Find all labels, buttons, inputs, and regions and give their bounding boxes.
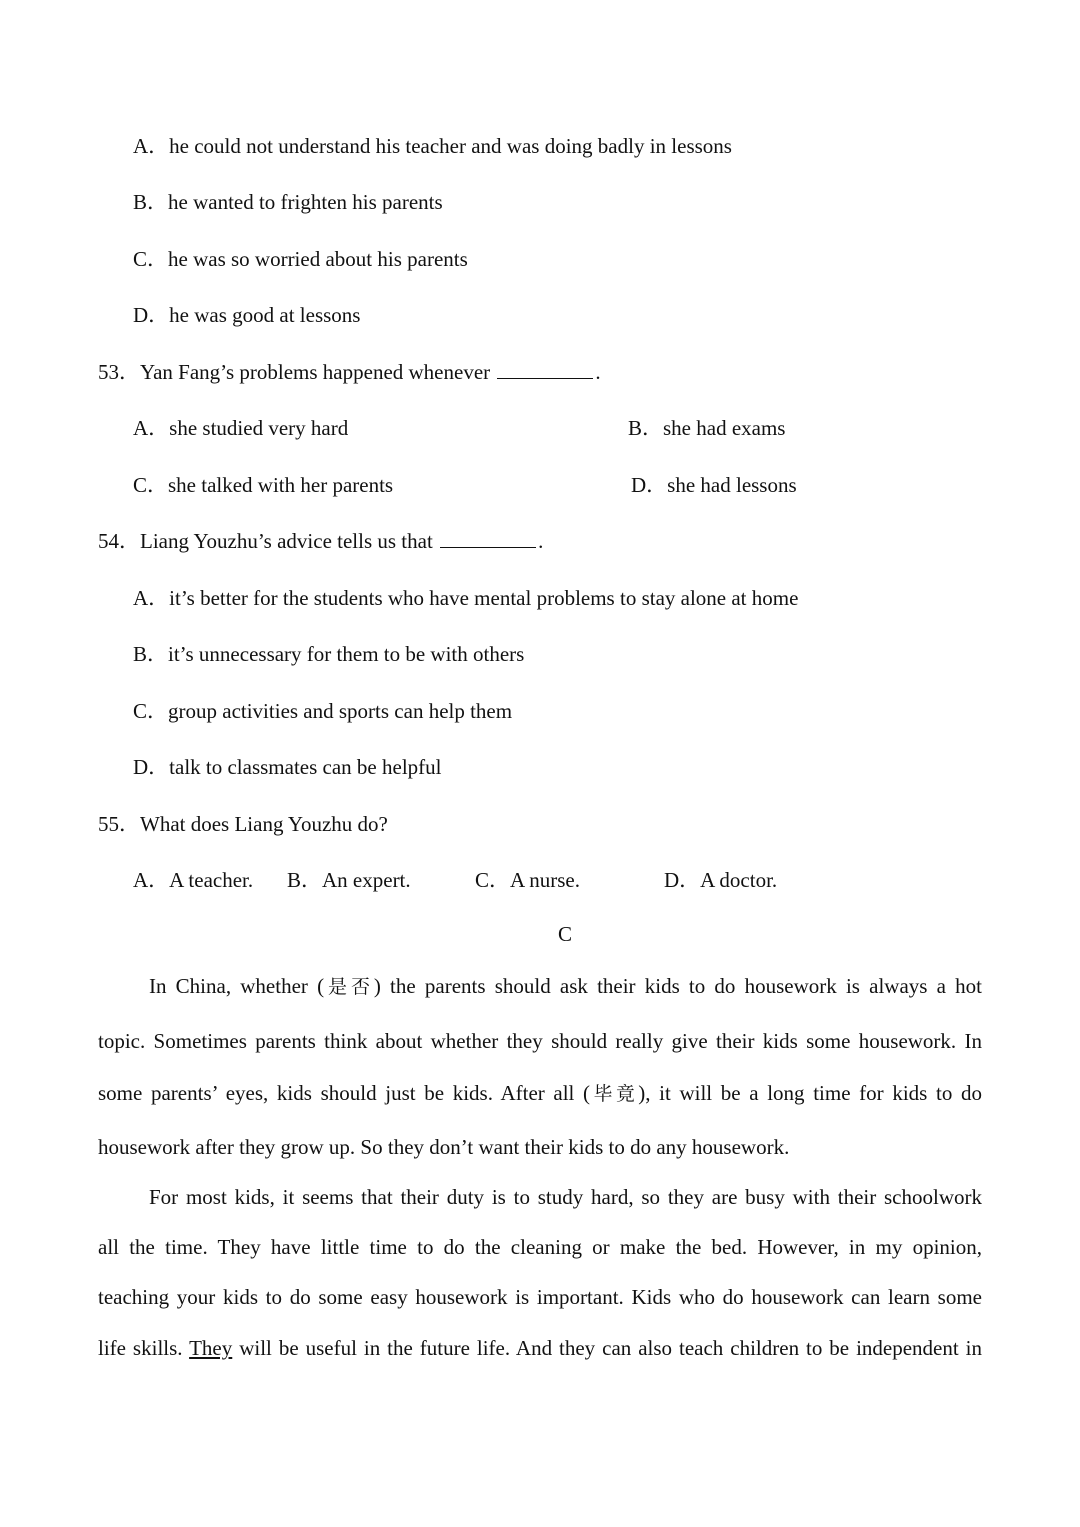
q53-answer-blank[interactable]: [497, 360, 593, 379]
passage-p1-line-2: topic. Sometimes parents think about whether they should really give their kids some housework. In: [98, 1029, 982, 1053]
chinese-gloss: 是否: [324, 976, 374, 998]
q55-option-b: B．An expert.: [287, 868, 411, 892]
q54-option-c: C．group activities and sports can help them: [133, 699, 513, 723]
q53-option-c: C．she talked with her parents: [133, 473, 394, 497]
text-segment: ), it will be a long time for kids to do: [638, 1081, 982, 1105]
q54-answer-blank[interactable]: [440, 529, 536, 548]
q55-option-d: D．A doctor.: [664, 868, 778, 892]
q54-option-b: B．it’s unnecessary for them to be with others: [133, 642, 525, 666]
text-segment: will be useful in the future life. And they can also teach children to be independent in: [232, 1336, 982, 1360]
q53-option-b: B．she had exams: [628, 416, 786, 440]
q54-suffix: .: [538, 529, 544, 553]
passage-p2-line-2: all the time. They have little time to do the cleaning or make the bed. However, in my opinion,: [98, 1235, 982, 1259]
q52-option-d: D．he was good at lessons: [133, 303, 361, 327]
passage-p2-line-1: For most kids, it seems that their duty is to study hard, so they are busy with their schoolwork: [149, 1185, 982, 1209]
text-segment: life skills.: [98, 1336, 190, 1360]
q54-prefix: 54．Liang Youzhu’s advice tells us that: [98, 529, 439, 553]
passage-p1-line-1: [149, 973, 982, 1000]
passage-p1-line-3: [98, 1080, 982, 1107]
q53-suffix: .: [595, 360, 601, 384]
text-segment: In China, whether (: [149, 974, 325, 998]
text-segment: some parents’ eyes, kids should just be kids. After all (: [98, 1081, 591, 1105]
passage-p1-line-4: housework after they grow up. So they don’t want their kids to do any housework.: [98, 1135, 790, 1159]
q54-option-a: A．it’s better for the students who have mental problems to stay alone at home: [133, 586, 799, 610]
q52-option-c: C．he was so worried about his parents: [133, 247, 468, 271]
q53-prefix: 53．Yan Fang’s problems happened whenever: [98, 360, 496, 384]
underlined-word: They: [189, 1336, 233, 1360]
passage-p2-line-3: teaching your kids to do some easy housework is important. Kids who do housework can learn some: [98, 1285, 982, 1309]
section-heading-c: C: [557, 922, 572, 946]
q52-option-b: B．he wanted to frighten his parents: [133, 190, 443, 214]
q53-question: [98, 359, 601, 385]
chinese-gloss: 毕竟: [590, 1083, 639, 1105]
q55-question: 55．What does Liang Youzhu do?: [98, 812, 388, 836]
q52-option-a: A．he could not understand his teacher and was doing badly in lessons: [133, 134, 732, 158]
passage-p2-line-4: [98, 1335, 982, 1361]
q55-option-c: C．A nurse.: [475, 868, 580, 892]
q53-option-a: A．she studied very hard: [133, 416, 349, 440]
q53-option-d: D．she had lessons: [631, 473, 797, 497]
q54-option-d: D．talk to classmates can be helpful: [133, 755, 442, 779]
text-segment: ) the parents should ask their kids to do housework is always a hot: [373, 974, 982, 998]
q54-question: [98, 528, 543, 554]
q55-option-a: A．A teacher.: [133, 868, 254, 892]
